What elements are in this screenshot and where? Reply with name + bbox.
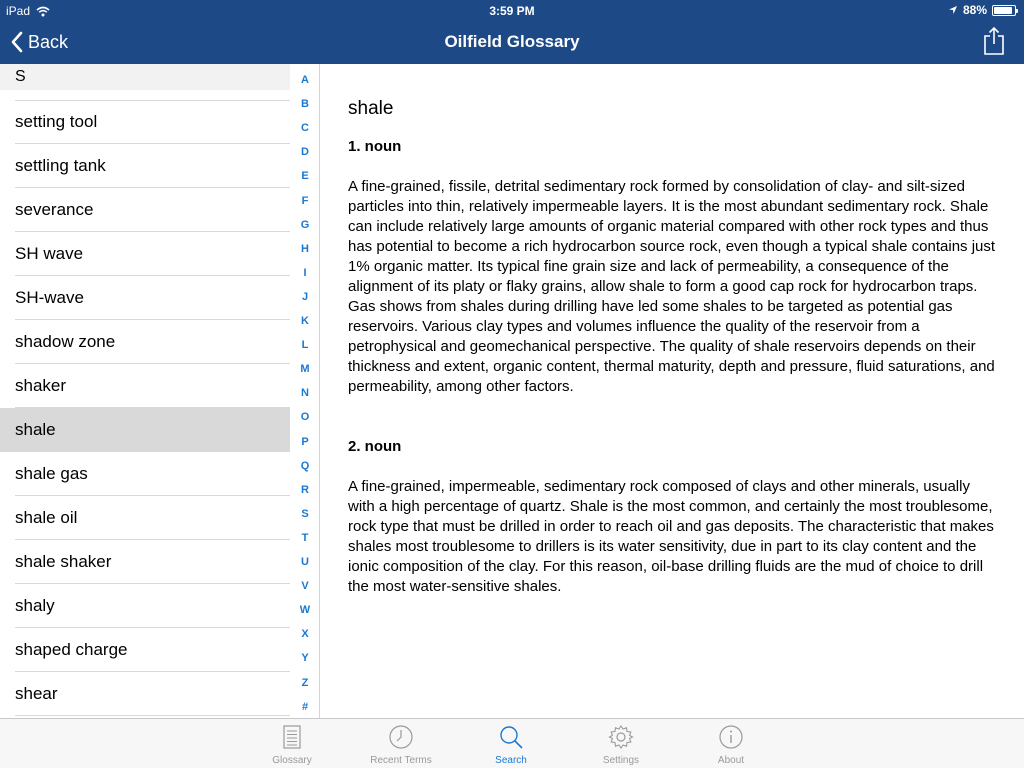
clock: 3:59 PM bbox=[489, 4, 535, 18]
index-letter[interactable]: Y bbox=[301, 652, 309, 665]
tab-label: Search bbox=[495, 755, 527, 766]
tab-search[interactable] bbox=[456, 719, 566, 768]
definition-text: A fine-grained, fissile, detrital sedimentary rock formed by consolidation of clay- and silt-sized particles into thin, relatively impermeable layers. It is the most abundant sedimentary rock. Shale can include relatively large amounts of organic material compared with other rock types and thus has potential to become a rich hydrocarbon source rock, even though a typical shale contains just 1% organic matter. Its typical fine grain size and lack of permeability, a consequence of the alignment of its platy or flaky grains, allow shale to form a good cap rock for hydrocarbon traps. Gas shows from shales during drilling have led some shales to be targeted as potential gas reservoirs. Various clay types and volumes influence the quality of the reservoir from a petrophysical and geomechanical perspective. The quality of shale reservoirs depends on their thickness and extent, organic content, thermal maturity, depth and pressure, fluid saturations, and permeability, among other factors. bbox=[348, 178, 996, 395]
index-letter[interactable]: S bbox=[301, 507, 309, 520]
index-letter[interactable]: N bbox=[301, 387, 309, 400]
location-arrow-icon bbox=[948, 5, 958, 15]
tab-label: Settings bbox=[602, 755, 640, 766]
list-item[interactable]: shaly bbox=[0, 584, 290, 628]
index-letter[interactable]: U bbox=[301, 556, 309, 568]
index-letter[interactable]: O bbox=[300, 411, 310, 424]
list-item[interactable]: setting tool bbox=[0, 100, 290, 144]
share-icon bbox=[982, 26, 1006, 56]
index-letter[interactable]: I bbox=[303, 266, 307, 279]
list-item[interactable]: shaped charge bbox=[0, 628, 290, 672]
battery-percent: 88% bbox=[962, 3, 987, 17]
index-letter[interactable]: K bbox=[301, 315, 309, 327]
index-letter[interactable]: W bbox=[299, 604, 311, 617]
list-item[interactable]: severance bbox=[0, 188, 290, 232]
list-item[interactable]: shear bbox=[0, 672, 290, 716]
index-letter[interactable]: L bbox=[301, 339, 309, 352]
search-icon bbox=[497, 724, 525, 752]
term-list[interactable] bbox=[0, 64, 290, 718]
back-label: Back bbox=[28, 31, 69, 52]
list-item[interactable]: shale shaker bbox=[0, 540, 290, 584]
index-letter[interactable]: C bbox=[301, 122, 309, 135]
navigation-bar bbox=[0, 0, 1024, 64]
battery-icon bbox=[992, 5, 1016, 16]
device-name: iPad bbox=[6, 4, 31, 18]
list-item[interactable]: SH-wave bbox=[0, 276, 290, 320]
list-item[interactable]: SH wave bbox=[0, 232, 290, 276]
index-letter[interactable]: # bbox=[301, 700, 309, 713]
index-letter[interactable]: B bbox=[301, 98, 309, 111]
index-letter[interactable]: H bbox=[301, 242, 309, 255]
section-header: S bbox=[0, 64, 290, 90]
index-letter[interactable]: F bbox=[301, 194, 309, 207]
index-letter[interactable]: E bbox=[301, 170, 309, 183]
index-letter[interactable]: R bbox=[301, 483, 309, 496]
list-item[interactable]: shale oil bbox=[0, 496, 290, 540]
share-button[interactable] bbox=[982, 26, 1006, 56]
tab-label: Recent Terms bbox=[370, 755, 432, 766]
index-letter[interactable]: Q bbox=[300, 459, 310, 472]
sense-label: 1. noun bbox=[348, 138, 402, 155]
list-item[interactable]: shaker bbox=[0, 364, 290, 408]
term-title: shale bbox=[348, 98, 394, 119]
clock-icon bbox=[387, 724, 415, 752]
tab-recent-terms[interactable] bbox=[346, 719, 456, 768]
index-letter[interactable]: M bbox=[300, 363, 310, 376]
page-title: Oilfield Glossary bbox=[444, 32, 580, 51]
gear-icon bbox=[607, 724, 635, 752]
list-item[interactable]: shale bbox=[0, 408, 290, 452]
index-letter[interactable]: V bbox=[301, 580, 309, 593]
list-item[interactable]: shale gas bbox=[0, 452, 290, 496]
index-letter[interactable]: T bbox=[301, 531, 309, 544]
status-bar bbox=[0, 0, 1024, 20]
tab-settings[interactable] bbox=[566, 719, 676, 768]
list-item[interactable]: settling tank bbox=[0, 144, 290, 188]
sense-label: 2. noun bbox=[348, 438, 402, 455]
index-letter[interactable]: D bbox=[301, 146, 309, 159]
index-letter[interactable]: G bbox=[300, 218, 310, 231]
list-item[interactable]: shadow zone bbox=[0, 320, 290, 364]
list-icon bbox=[278, 724, 306, 752]
index-letter[interactable]: P bbox=[301, 435, 309, 448]
index-letter[interactable]: X bbox=[301, 628, 309, 641]
definition-text: A fine-grained, impermeable, sedimentary rock composed of clays and other minerals, usually with a high percentage of quartz. Shale is the most common, and certainly the most troublesome, rock type that must be drilled in order to reach oil and gas deposits. The characteristic that makes shales most troublesome to drillers is its water sensitivity, due in part to its clay content and the ionic composition of the clay. For this reason, oil-base drilling fluids are the mud of choice to drill the most water-sensitive shales. bbox=[348, 478, 994, 595]
index-letter[interactable]: A bbox=[301, 74, 309, 86]
index-letter[interactable]: Z bbox=[301, 676, 309, 689]
tab-label: Glossary bbox=[272, 755, 312, 766]
info-icon bbox=[717, 724, 745, 752]
tab-bar bbox=[0, 718, 1024, 768]
tab-about[interactable] bbox=[676, 719, 786, 768]
index-letter[interactable]: J bbox=[301, 290, 309, 303]
definition-pane bbox=[320, 64, 1024, 718]
tab-label: About bbox=[717, 755, 745, 766]
tab-glossary[interactable] bbox=[237, 719, 347, 768]
alphabet-index[interactable] bbox=[290, 64, 320, 718]
